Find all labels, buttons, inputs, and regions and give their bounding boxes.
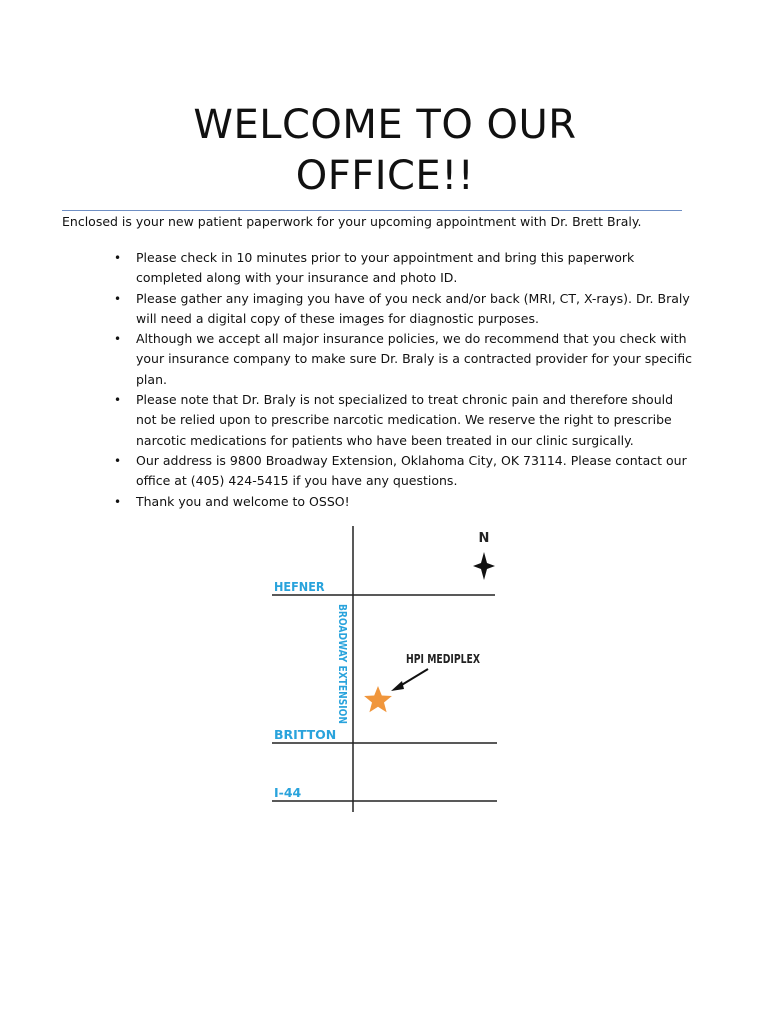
title-line-1: WELCOME TO OUR: [193, 102, 577, 148]
bullet-icon: •: [114, 251, 122, 265]
arrow-head-icon: [391, 681, 404, 691]
list-item-text: Our address is 9800 Broadway Extension, Oklahoma City, OK 73114. Please contact our office at (405) 424-5415 if you have any questions.: [136, 452, 687, 489]
location-star-icon: [364, 686, 392, 712]
broadway-label: BROADWAY EXTENSION: [336, 604, 348, 743]
bullet-icon: •: [114, 291, 122, 306]
list-item-text: Please note that Dr. Braly is not specialized to treat chronic pain and therefore should not be relied upon to prescribe narcotic medication. We reserve the right to prescribe narcotic medications for patients who have been treated in our clinic surgically.: [136, 392, 674, 448]
north-label: N: [478, 531, 490, 546]
bullet-icon: •: [114, 332, 122, 347]
list-item-text: Please check in 10 minutes prior to your appointment and bring this paperwork completed along with your insurance and photo ID.: [136, 250, 635, 286]
list-item: [62, 390, 692, 451]
intro-text: Enclosed is your new patient paperwork for your upcoming appointment with Dr. Brett Braly.: [62, 214, 642, 229]
i44-label: I-44: [274, 785, 302, 800]
britton-label: BRITTON: [274, 727, 337, 742]
instructions-list: [62, 248, 692, 512]
list-item: [62, 289, 692, 330]
list-item: [62, 248, 692, 289]
bullet-icon: •: [114, 494, 122, 509]
page-title: [0, 100, 770, 202]
hefner-label: HEFNER: [274, 579, 325, 594]
bullet-icon: •: [114, 393, 122, 408]
location-label: HPI MEDIPLEX: [406, 652, 481, 666]
list-item: [62, 451, 692, 492]
list-item-text: Please gather any imaging you have of you neck and/or back (MRI, CT, X-rays). Dr. Braly will need a digital copy of these images for diagnostic purposes.: [136, 290, 690, 326]
list-item-text: Thank you and welcome to OSSO!: [136, 493, 350, 509]
list-item: [62, 492, 692, 512]
list-item: [62, 329, 692, 390]
location-map: [262, 522, 512, 822]
title-line-2: OFFICE!!: [295, 153, 475, 199]
bullet-icon: •: [114, 453, 122, 468]
title-divider: [62, 210, 682, 211]
list-item-text: Although we accept all major insurance policies, we do recommend that you check with your insurance company to make sure Dr. Braly is a contracted provider for your specific plan.: [136, 331, 692, 387]
compass-icon: [473, 552, 495, 580]
